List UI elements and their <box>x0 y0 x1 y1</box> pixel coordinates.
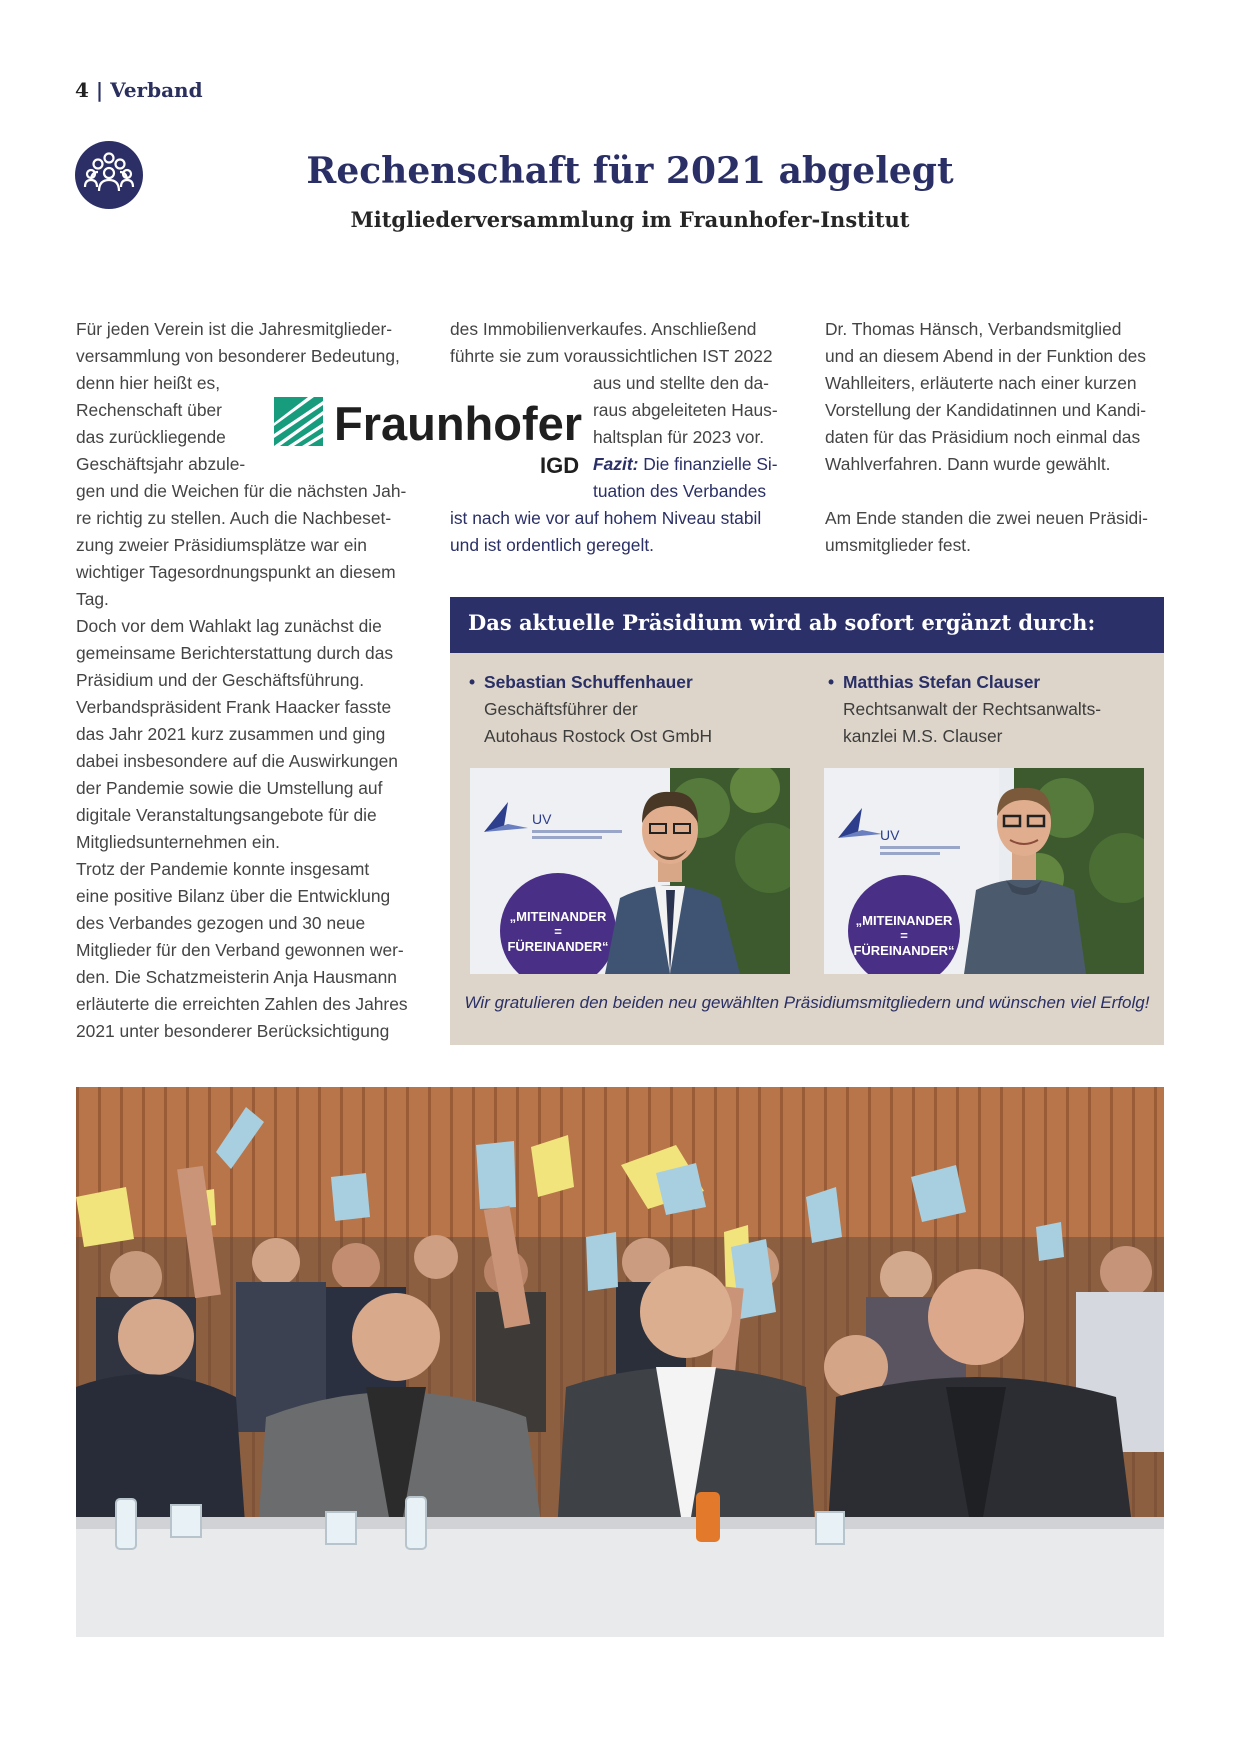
text-line: gemeinsame Berichterstattung durch das <box>76 643 394 663</box>
text-line: 2021 unter besonderer Berücksichtigung <box>76 1021 390 1041</box>
svg-text:=: = <box>900 928 908 943</box>
text-line: Tag. <box>76 589 109 609</box>
text-line: Trotz der Pandemie konnte insgesamt <box>76 859 370 879</box>
text-line: eine positive Bilanz über die Entwicklung <box>76 886 391 906</box>
text-line: dabei insbesondere auf die Auswirkungen <box>76 751 398 771</box>
text-line <box>825 478 1165 505</box>
article-subtitle: Mitgliederversammlung im Fraunhofer-Institut <box>350 207 910 232</box>
text-line: Vorstellung der Kandidatinnen und Kandi- <box>825 400 1146 420</box>
conference-table <box>76 1527 1164 1637</box>
text-line: umsmitglieder fest. <box>825 535 971 555</box>
text-line: zung zweier Präsidiumsplätze war ein <box>76 535 367 555</box>
text-line: gen und die Weichen für die nächsten Jah- <box>76 481 407 501</box>
person-entry <box>469 669 794 750</box>
fraunhofer-logo-mark <box>274 397 323 446</box>
logo-unit-text: IGD <box>540 453 580 478</box>
text-line: versammlung von besonderer Bedeutung, <box>76 346 400 366</box>
text-line: das Jahr 2021 kurz zusammen und ging <box>76 724 386 744</box>
bullet: • <box>469 672 476 692</box>
text-line: aus und stellte den da- <box>593 373 769 393</box>
fazit-label: Fazit: <box>593 454 639 474</box>
text-line: Mitgliedsunternehmen ein. <box>76 832 280 852</box>
logo-brand-text: Fraunhofer <box>334 397 583 450</box>
text-line: Doch vor dem Wahlakt lag zunächst die <box>76 616 382 636</box>
header-separator: | <box>95 78 104 102</box>
text-line: des Immobilienverkaufes. Anschließend <box>450 319 757 339</box>
text-line: Verbandspräsident Frank Haacker fasste <box>76 697 392 717</box>
uv-brand-text: UV <box>532 811 552 827</box>
svg-text:FÜREINANDER“: FÜREINANDER“ <box>507 939 609 954</box>
text-column-2 <box>450 316 790 559</box>
box-caption: Wir gratulieren den beiden neu gewählten Präsidiumsmitgliedern und wünschen viel Erfolg! <box>464 993 1150 1012</box>
text-line: wichtiger Tagesordnungspunkt an diesem <box>76 562 396 582</box>
text-line: digitale Veranstaltungsangebote für die <box>76 805 377 825</box>
text-line: Präsidium und der Geschäftsführung. <box>76 670 365 690</box>
fazit-line: tuation des Verbandes <box>593 481 767 501</box>
presidium-box <box>450 597 1164 1045</box>
person-entry <box>828 669 1153 750</box>
bullet: • <box>828 672 835 692</box>
svg-text:=: = <box>554 924 562 939</box>
text-line: raus abgeleiteten Haus- <box>593 400 778 420</box>
person-role: Geschäftsführer der <box>484 699 638 719</box>
page-header <box>75 78 203 102</box>
people-group-icon <box>75 141 143 209</box>
text-column-3 <box>825 316 1165 559</box>
section-name: Verband <box>110 78 203 102</box>
text-line: des Verbandes gezogen und 30 neue <box>76 913 366 933</box>
text-line: Geschäftsjahr abzule- <box>76 454 246 474</box>
person-name: Sebastian Schuffenhauer <box>484 672 693 692</box>
fazit-line: und ist ordentlich geregelt. <box>450 535 654 555</box>
page-number: 4 <box>75 78 89 102</box>
box-heading: Das aktuelle Präsidium wird ab sofort ergänzt durch: <box>468 610 1096 635</box>
text-line: Für jeden Verein ist die Jahresmitglieder- <box>76 319 393 339</box>
person-role: kanzlei M.S. Clauser <box>843 726 1003 746</box>
fazit-text: Die finanzielle Si- <box>638 454 778 474</box>
article-title: Rechenschaft für 2021 abgelegt <box>306 150 954 192</box>
person-role: Autohaus Rostock Ost GmbH <box>484 726 713 746</box>
text-line: Rechenschaft über <box>76 400 222 420</box>
text-line: das zurückliegende <box>76 427 226 447</box>
text-line: Am Ende standen die zwei neuen Präsidi- <box>825 508 1148 528</box>
text-line: führte sie zum voraussichtlichen IST 2022 <box>450 346 773 366</box>
uv-brand-text: UV <box>880 827 900 843</box>
text-line: daten für das Präsidium noch einmal das <box>825 427 1141 447</box>
box-header <box>450 597 1164 653</box>
text-line: Wahlverfahren. Dann wurde gewählt. <box>825 454 1111 474</box>
text-line: den. Die Schatzmeisterin Anja Hausmann <box>76 967 397 987</box>
portrait-photo <box>824 768 1144 974</box>
svg-text:„MITEINANDER: „MITEINANDER <box>509 909 607 924</box>
bottle <box>696 1492 720 1542</box>
text-line: Wahlleiters, erläuterte nach einer kurzen <box>825 373 1137 393</box>
text-line: re richtig zu stellen. Auch die Nachbeset- <box>76 508 392 528</box>
person-name: Matthias Stefan Clauser <box>843 672 1041 692</box>
portrait-photo <box>470 768 790 974</box>
svg-text:„MITEINANDER: „MITEINANDER <box>855 913 953 928</box>
svg-text:FÜREINANDER“: FÜREINANDER“ <box>853 943 955 958</box>
fazit-line <box>450 451 790 478</box>
text-line: Mitglieder für den Verband gewonnen wer- <box>76 940 404 960</box>
text-line: haltsplan für 2023 vor. <box>593 427 765 447</box>
text-line: Dr. Thomas Hänsch, Verbandsmitglied <box>825 319 1122 339</box>
text-line: und an diesem Abend in der Funktion des <box>825 346 1146 366</box>
person-role: Rechtsanwalt der Rechtsanwalts- <box>843 699 1102 719</box>
voting-assembly-photo <box>76 1087 1164 1637</box>
text-line: denn hier heißt es, <box>76 373 221 393</box>
text-line: der Pandemie sowie die Umstellung auf <box>76 778 383 798</box>
fazit-line: ist nach wie vor auf hohem Niveau stabil <box>450 508 762 528</box>
text-line: erläuterte die erreichten Zahlen des Jahres <box>76 994 408 1014</box>
